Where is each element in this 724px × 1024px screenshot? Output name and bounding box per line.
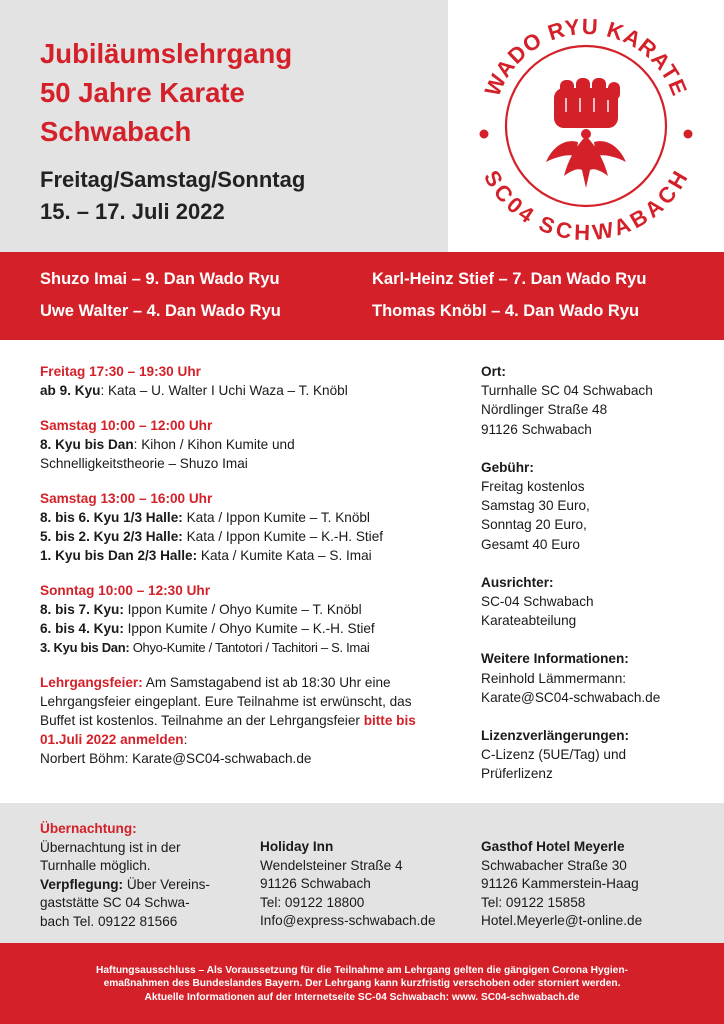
- food-line: bach Tel. 09122 81566: [40, 913, 178, 929]
- schedule-block-saturday-afternoon: [40, 489, 460, 565]
- schedule-heading: Sonntag 10:00 – 12:30 Uhr: [40, 583, 210, 598]
- accommodation-heading: Übernachtung:: [40, 821, 137, 836]
- accommodation-panel: [0, 803, 724, 943]
- hotel-line: Wendelsteiner Straße 4: [260, 857, 403, 873]
- info-line: Karate@SC04-schwabach.de: [481, 689, 661, 705]
- trainer-name: Shuzo Imai – 9. Dan Wado Ryu: [40, 270, 280, 288]
- info-location: [481, 362, 711, 439]
- info-more: [481, 649, 711, 707]
- hotel-line: Tel: 09122 15858: [481, 894, 586, 910]
- schedule-line: 8. Kyu bis Dan: Kihon / Kihon Kumite und Schnelligkeitstheorie – Shuzo Imai: [40, 437, 295, 471]
- info-organizer: [481, 573, 711, 631]
- hotel-line: Info@express-schwabach.de: [260, 913, 436, 929]
- party-contact: Norbert Böhm: Karate@SC04-schwabach.de: [40, 751, 312, 766]
- schedule-line: ab 9. Kyu: Kata – U. Walter I Uchi Waza – T. Knöbl: [40, 383, 348, 398]
- event-days: Freitag/Samstag/Sonntag: [40, 167, 306, 192]
- trainer-name: Karl-Heinz Stief – 7. Dan Wado Ryu: [372, 270, 647, 288]
- logo-dot-right: [684, 130, 693, 139]
- info-line: Turnhalle SC 04 Schwabach: [481, 383, 653, 399]
- trainer-name: Uwe Walter – 4. Dan Wado Ryu: [40, 302, 281, 320]
- hotel-name: Gasthof Hotel Meyerle: [481, 839, 625, 854]
- disclaimer-text: [20, 964, 704, 1004]
- info-heading: Ausrichter:: [481, 574, 554, 590]
- fist-icon: [554, 78, 620, 128]
- info-line: Sonntag 20 Euro,: [481, 517, 587, 533]
- schedule-line: 8. bis 7. Kyu: Ippon Kumite / Ohyo Kumite – T. Knöbl: [40, 602, 362, 617]
- accommodation-column: [40, 820, 210, 932]
- title-line: 50 Jahre Karate: [40, 77, 245, 108]
- page-title: [40, 34, 292, 151]
- info-heading: Lizenzverlängerungen:: [481, 728, 630, 744]
- party-text: Lehrgangsfeier: Am Samstagabend ist ab 18:30 Uhr eine Lehrgangsfeier eingeplant. Eure Teilnahme ist erwünscht, das Buffet ist kostenlos. Teilnahme an der Lehrgangsfeier bitte bis 01.Juli 2022 anmelden:: [40, 675, 416, 747]
- schedule-block-sunday: [40, 581, 460, 657]
- info-line: C-Lizenz (5UE/Tag) und: [481, 747, 627, 763]
- accommodation-line: Übernachtung ist in der: [40, 839, 181, 855]
- schedule-line: 1. Kyu bis Dan 2/3 Halle: Kata / Kumite Kata – S. Imai: [40, 548, 372, 563]
- schedule-block-saturday-morning: [40, 416, 460, 473]
- schedule-line: 6. bis 4. Kyu: Ippon Kumite / Ohyo Kumite – K.-H. Stief: [40, 621, 375, 636]
- phoenix-icon: [546, 129, 626, 188]
- event-date-range: 15. – 17. Juli 2022: [40, 199, 225, 224]
- title-line: Schwabach: [40, 116, 192, 147]
- info-line: Karateabteilung: [481, 613, 577, 629]
- info-line: 91126 Schwabach: [481, 421, 592, 437]
- info-license: [481, 726, 711, 784]
- info-heading: Ort:: [481, 364, 506, 379]
- info-fee: [481, 458, 711, 554]
- info-line: Samstag 30 Euro,: [481, 498, 590, 514]
- hotel-line: Tel: 09122 18800: [260, 894, 365, 910]
- logo-dot-left: [480, 130, 489, 139]
- disclaimer-line: emaßnahmen des Bundeslandes Bayern. Der Lehrgang kann kurzfristig verschoben oder storniert werden.: [103, 978, 621, 990]
- schedule-heading: Freitag 17:30 – 19:30 Uhr: [40, 364, 201, 379]
- info-heading: Weitere Informationen:: [481, 651, 629, 667]
- logo-top-text: WADO RYU KARATE: [479, 13, 693, 100]
- food-line: gaststätte SC 04 Schwa-: [40, 895, 190, 911]
- schedule-line: 5. bis 2. Kyu 2/3 Halle: Kata / Ippon Kumite – K.-H. Stief: [40, 529, 384, 544]
- club-logo: [468, 8, 704, 244]
- info-column: [481, 362, 711, 803]
- hotel-line: 91126 Schwabach: [260, 876, 371, 892]
- schedule-heading: Samstag 10:00 – 12:00 Uhr: [40, 418, 213, 433]
- hotel-line: 91126 Kammerstein-Haag: [481, 876, 639, 892]
- logo-bottom-text: SC04 SCHWABACH: [478, 166, 694, 244]
- info-line: Freitag kostenlos: [481, 479, 585, 495]
- trainers-band: [0, 252, 724, 340]
- schedule-line: 8. bis 6. Kyu 1/3 Halle: Kata / Ippon Kumite – T. Knöbl: [40, 510, 370, 525]
- disclaimer-line: Haftungsausschluss – Als Voraussetzung für die Teilnahme am Lehrgang gelten die gängigen Corona Hygien-: [96, 965, 628, 976]
- info-line: Reinhold Lämmermann:: [481, 670, 627, 686]
- schedule: [40, 362, 460, 768]
- hotel-holiday-inn: [260, 838, 436, 931]
- schedule-block-friday: [40, 362, 460, 400]
- hotel-line: Schwabacher Straße 30: [481, 857, 627, 873]
- info-line: Nördlinger Straße 48: [481, 402, 608, 418]
- schedule-line: 3. Kyu bis Dan: Ohyo-Kumite / Tantotori / Tachitori – S. Imai: [40, 640, 370, 655]
- party-notice: [40, 673, 460, 768]
- title-line: Jubiläumslehrgang: [40, 38, 293, 69]
- logo-area: [448, 0, 724, 252]
- disclaimer-line: Aktuelle Informationen auf der Internetseite SC-04 Schwabach: www. SC04-schwabach.de: [144, 991, 580, 1003]
- hotel-line: Hotel.Meyerle@t-online.de: [481, 913, 643, 929]
- accommodation-line: Turnhalle möglich.: [40, 858, 151, 874]
- info-line: Gesamt 40 Euro: [481, 536, 580, 552]
- info-heading: Gebühr:: [481, 459, 534, 475]
- disclaimer-band: [0, 943, 724, 1024]
- trainer-name: Thomas Knöbl – 4. Dan Wado Ryu: [372, 302, 640, 320]
- event-dates: [40, 164, 305, 228]
- hotel-meyerle: [481, 838, 642, 931]
- hotel-name: Holiday Inn: [260, 839, 334, 854]
- food-line: Verpflegung: Über Vereins-: [40, 876, 210, 892]
- info-line: Prüferlizenz: [481, 766, 553, 782]
- info-line: SC-04 Schwabach: [481, 594, 594, 610]
- schedule-heading: Samstag 13:00 – 16:00 Uhr: [40, 491, 213, 506]
